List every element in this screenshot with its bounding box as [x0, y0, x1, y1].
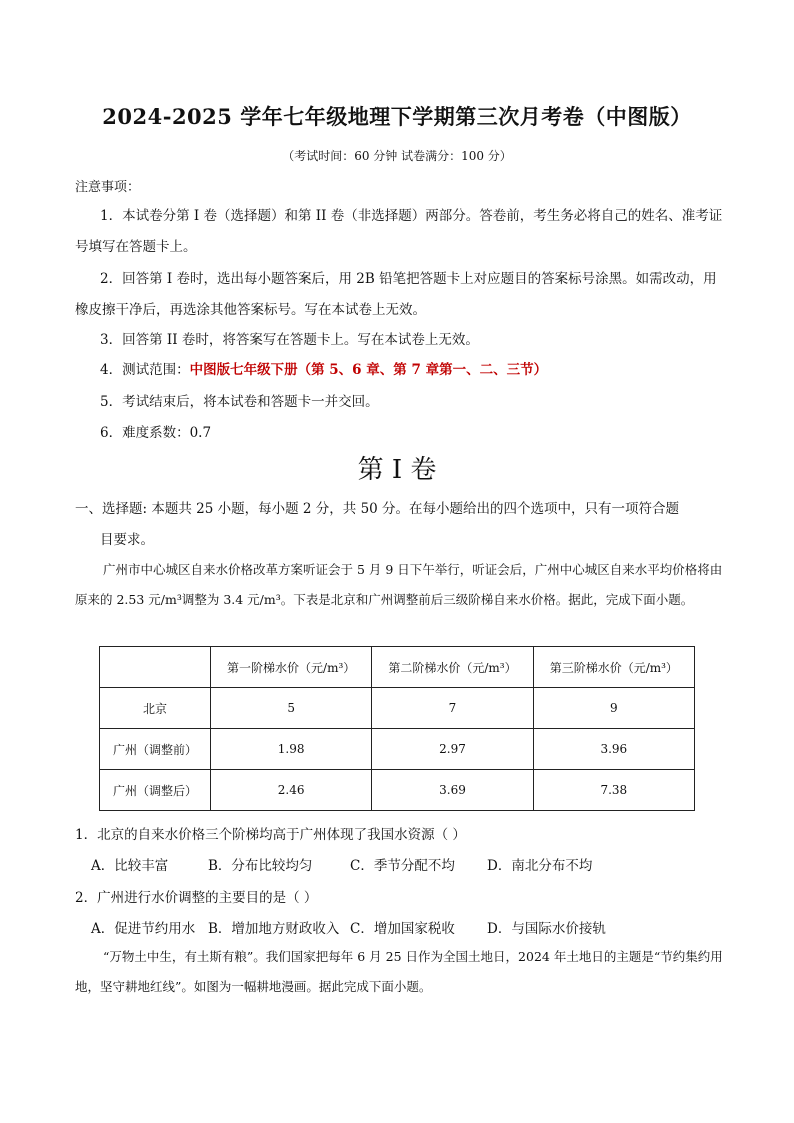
option-b[interactable]: B．增加地方财政收入 — [208, 921, 340, 937]
table-cell: 广州（调整前） — [100, 729, 211, 770]
option-b[interactable]: B．分布比较均匀 — [208, 858, 313, 874]
table-row — [100, 688, 695, 729]
instruction-line-1: 一、选择题: 本题共 25 小题，每小题 2 分，共 50 分。在每小题给出的四个选项中，只有一项符合题 — [75, 501, 680, 517]
notice-item-2: 2．回答第 I 卷时，选出每小题答案后，用 2B 铅笔把答题卡上对应题目的答案标号涂黑。如需改动，用橡皮擦干净后，再选涂其他答案标号。写在本试卷上无效。 — [75, 271, 717, 318]
option-c[interactable]: C．季节分配不均 — [350, 858, 455, 874]
test-range: 中图版七年级下册（第 5、6 章、第 7 章第一、二、三节） — [189, 362, 548, 378]
question-1-options — [91, 854, 592, 874]
question-1-stem: 1．北京的自来水价格三个阶梯均高于广州体现了我国水资源（ ） — [75, 827, 466, 843]
section-title: 第 I 卷 — [357, 455, 437, 485]
table-row — [100, 770, 695, 811]
table-header-cell: 第二阶梯水价（元/m³） — [372, 647, 533, 688]
table-header-cell: 第一阶梯水价（元/m³） — [211, 647, 372, 688]
notice-item-6: 6．难度系数：0.7 — [100, 425, 212, 441]
notice-item-3: 3．回答第 II 卷时，将答案写在答题卡上。写在本试卷上无效。 — [100, 332, 479, 348]
table-row — [100, 729, 695, 770]
section-instruction — [75, 494, 730, 556]
table-header-cell — [100, 647, 211, 688]
notice-item-4-prefix: 4．测试范围： — [100, 362, 190, 378]
table-cell: 广州（调整后） — [100, 770, 211, 811]
table-cell: 7 — [372, 688, 533, 729]
notice-heading: 注意事项： — [75, 180, 141, 195]
table-cell: 9 — [533, 688, 694, 729]
exam-info: （考试时间：60 分钟 试卷满分：100 分） — [282, 149, 512, 163]
table-cell: 北京 — [100, 688, 211, 729]
option-a[interactable]: A．比较丰富 — [91, 858, 169, 874]
passage-water-price: 广州市中心城区自来水价格改革方案听证会于 5 月 9 日下午举行，听证会后，广州中心城区自来水平均价格将由原来的 2.53 元/m³调整为 3.4 元/m³。下表是北京和广州调整前后三级阶梯自来水价格。据此，完成下面小题。 — [75, 562, 723, 607]
notice-item-5: 5．考试结束后，将本试卷和答题卡一并交回。 — [100, 394, 379, 410]
water-price-table — [99, 646, 695, 811]
table-cell: 5 — [211, 688, 372, 729]
table-header-cell: 第三阶梯水价（元/m³） — [533, 647, 694, 688]
option-d[interactable]: D．与国际水价接轨 — [487, 921, 606, 937]
table-cell: 3.96 — [533, 729, 694, 770]
page-title: 2024-2025 学年七年级地理下学期第三次月考卷（中图版） — [102, 104, 692, 129]
option-c[interactable]: C．增加国家税收 — [350, 921, 455, 937]
table-header-row — [100, 647, 695, 688]
notice-item-1: 1．本试卷分第 I 卷（选择题）和第 II 卷（非选择题）两部分。答卷前，考生务必将自己的姓名、准考证号填写在答题卡上。 — [75, 208, 723, 255]
table-cell: 2.97 — [372, 729, 533, 770]
table-cell: 3.69 — [372, 770, 533, 811]
passage-land-day: “万物土中生，有土斯有粮”。我们国家把每年 6 月 25 日作为全国土地日，2024 年土地日的主题是“节约集约用地，坚守耕地红线”。如图为一幅耕地漫画。据此完成下面小题。 — [75, 949, 723, 994]
instruction-line-2: 目要求。 — [100, 532, 154, 548]
question-2-stem: 2．广州进行水价调整的主要目的是（ ） — [75, 890, 318, 906]
table-cell: 7.38 — [533, 770, 694, 811]
option-d[interactable]: D．南北分布不均 — [487, 858, 593, 874]
table-cell: 2.46 — [211, 770, 372, 811]
option-a[interactable]: A．促进节约用水 — [91, 921, 196, 937]
question-2-options — [91, 917, 606, 937]
table-cell: 1.98 — [211, 729, 372, 770]
notice-item-4 — [75, 355, 725, 386]
